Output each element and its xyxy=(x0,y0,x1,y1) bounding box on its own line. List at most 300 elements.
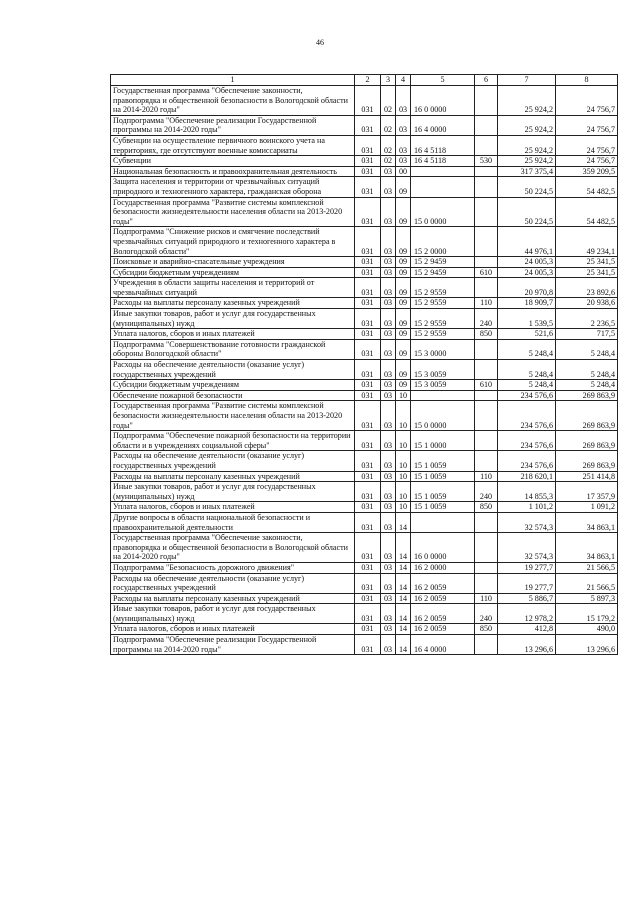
section-cell: 03 xyxy=(381,512,396,532)
section-cell: 03 xyxy=(381,593,396,604)
row-name-cell: Государственная программа "Обеспечение законности, правопорядка и общественной безопасности в Вологодской области на 2014-2020 годы" xyxy=(111,533,355,563)
target-article-cell: 16 0 0000 xyxy=(411,86,475,116)
expense-type-cell xyxy=(475,135,498,155)
subsection-cell: 09 xyxy=(396,360,411,380)
expense-type-cell xyxy=(475,512,498,532)
expense-type-cell xyxy=(475,533,498,563)
section-cell: 03 xyxy=(381,339,396,359)
amount-year1-cell: 317 375,4 xyxy=(498,166,556,177)
section-cell: 03 xyxy=(381,360,396,380)
target-article-cell: 16 2 0000 xyxy=(411,562,475,573)
amount-year1-cell: 1 539,5 xyxy=(498,309,556,329)
expense-type-cell: 530 xyxy=(475,156,498,167)
table-row xyxy=(111,329,618,340)
amount-year2-cell: 251 414,8 xyxy=(556,471,618,482)
expense-type-cell xyxy=(475,257,498,268)
col-header: 6 xyxy=(475,75,498,86)
subsection-cell: 10 xyxy=(396,451,411,471)
amount-year1-cell: 521,6 xyxy=(498,329,556,340)
section-cell: 03 xyxy=(381,267,396,278)
amount-year1-cell: 18 909,7 xyxy=(498,298,556,309)
target-article-cell: 16 2 0059 xyxy=(411,593,475,604)
expense-type-cell: 850 xyxy=(475,624,498,635)
row-name-cell: Уплата налогов, сборов и иных платежей xyxy=(111,329,355,340)
row-name-cell: Субвенции на осуществление первичного воинского учета на территориях, где отсутствуют военные комиссариаты xyxy=(111,135,355,155)
row-name-cell: Расходы на выплаты персоналу казенных учреждений xyxy=(111,471,355,482)
code-cell: 031 xyxy=(355,562,381,573)
subsection-cell: 14 xyxy=(396,593,411,604)
code-cell: 031 xyxy=(355,115,381,135)
amount-year1-cell: 25 924,2 xyxy=(498,115,556,135)
table-row xyxy=(111,624,618,635)
amount-year1-cell: 32 574,3 xyxy=(498,533,556,563)
code-cell: 031 xyxy=(355,309,381,329)
amount-year1-cell: 14 855,3 xyxy=(498,482,556,502)
amount-year1-cell: 24 005,3 xyxy=(498,267,556,278)
code-cell: 031 xyxy=(355,257,381,268)
section-cell: 03 xyxy=(381,573,396,593)
subsection-cell: 14 xyxy=(396,635,411,655)
amount-year2-cell: 24 756,7 xyxy=(556,115,618,135)
subsection-cell: 09 xyxy=(396,298,411,309)
code-cell: 031 xyxy=(355,482,381,502)
code-cell: 031 xyxy=(355,267,381,278)
table-row xyxy=(111,115,618,135)
expense-type-cell: 110 xyxy=(475,471,498,482)
expense-type-cell xyxy=(475,177,498,197)
code-cell: 031 xyxy=(355,197,381,227)
expense-type-cell: 850 xyxy=(475,502,498,513)
expense-type-cell xyxy=(475,431,498,451)
target-article-cell: 16 2 0059 xyxy=(411,604,475,624)
col-header: 7 xyxy=(498,75,556,86)
code-cell: 031 xyxy=(355,329,381,340)
row-name-cell: Подпрограмма "Обеспечение реализации Государственной программы на 2014-2020 годы" xyxy=(111,635,355,655)
section-cell: 03 xyxy=(381,298,396,309)
subsection-cell: 10 xyxy=(396,482,411,502)
section-cell: 03 xyxy=(381,166,396,177)
section-cell: 03 xyxy=(381,257,396,268)
target-article-cell: 16 2 0059 xyxy=(411,624,475,635)
target-article-cell: 15 3 0059 xyxy=(411,380,475,391)
subsection-cell: 10 xyxy=(396,502,411,513)
section-cell: 03 xyxy=(381,624,396,635)
amount-year2-cell: 25 341,5 xyxy=(556,267,618,278)
section-cell: 03 xyxy=(381,635,396,655)
row-name-cell: Государственная программа "Обеспечение законности, правопорядка и общественной безопасности в Вологодской области на 2014-2020 годы" xyxy=(111,86,355,116)
target-article-cell: 15 2 9559 xyxy=(411,309,475,329)
amount-year2-cell: 21 566,5 xyxy=(556,573,618,593)
subsection-cell: 10 xyxy=(396,431,411,451)
amount-year2-cell: 15 179,2 xyxy=(556,604,618,624)
amount-year2-cell: 34 863,1 xyxy=(556,512,618,532)
section-cell: 03 xyxy=(381,533,396,563)
section-cell: 03 xyxy=(381,604,396,624)
amount-year2-cell: 49 234,1 xyxy=(556,227,618,257)
subsection-cell: 10 xyxy=(396,390,411,401)
code-cell: 031 xyxy=(355,156,381,167)
expense-type-cell xyxy=(475,339,498,359)
table-body xyxy=(111,86,618,655)
col-header: 8 xyxy=(556,75,618,86)
amount-year2-cell: 24 756,7 xyxy=(556,156,618,167)
target-article-cell: 16 4 0000 xyxy=(411,115,475,135)
table-row xyxy=(111,166,618,177)
code-cell: 031 xyxy=(355,298,381,309)
code-cell: 031 xyxy=(355,593,381,604)
amount-year1-cell: 19 277,7 xyxy=(498,562,556,573)
target-article-cell: 16 0 0000 xyxy=(411,533,475,563)
row-name-cell: Субвенции xyxy=(111,156,355,167)
section-cell: 03 xyxy=(381,177,396,197)
expense-type-cell xyxy=(475,401,498,431)
expense-type-cell xyxy=(475,115,498,135)
expense-type-cell xyxy=(475,390,498,401)
amount-year2-cell: 54 482,5 xyxy=(556,177,618,197)
target-article-cell: 15 3 0000 xyxy=(411,339,475,359)
target-article-cell: 16 4 5118 xyxy=(411,156,475,167)
expense-type-cell: 240 xyxy=(475,309,498,329)
table-row xyxy=(111,401,618,431)
amount-year1-cell: 25 924,2 xyxy=(498,156,556,167)
row-name-cell: Расходы на выплаты персоналу казенных учреждений xyxy=(111,593,355,604)
code-cell: 031 xyxy=(355,451,381,471)
expense-type-cell: 850 xyxy=(475,329,498,340)
code-cell: 031 xyxy=(355,380,381,391)
amount-year1-cell: 218 620,1 xyxy=(498,471,556,482)
code-cell: 031 xyxy=(355,401,381,431)
amount-year1-cell: 25 924,2 xyxy=(498,86,556,116)
expense-type-cell xyxy=(475,166,498,177)
amount-year2-cell: 5 897,3 xyxy=(556,593,618,604)
table-row xyxy=(111,573,618,593)
col-header: 4 xyxy=(396,75,411,86)
target-article-cell: 15 1 0059 xyxy=(411,471,475,482)
subsection-cell: 09 xyxy=(396,177,411,197)
amount-year2-cell: 21 566,5 xyxy=(556,562,618,573)
row-name-cell: Субсидии бюджетным учреждениям xyxy=(111,380,355,391)
target-article-cell: 15 1 0000 xyxy=(411,431,475,451)
code-cell: 031 xyxy=(355,177,381,197)
code-cell: 031 xyxy=(355,431,381,451)
code-cell: 031 xyxy=(355,512,381,532)
amount-year2-cell: 1 091,2 xyxy=(556,502,618,513)
code-cell: 031 xyxy=(355,166,381,177)
target-article-cell: 15 2 9559 xyxy=(411,298,475,309)
amount-year1-cell: 13 296,6 xyxy=(498,635,556,655)
code-cell: 031 xyxy=(355,278,381,298)
col-header: 2 xyxy=(355,75,381,86)
table-row xyxy=(111,267,618,278)
table-row xyxy=(111,502,618,513)
target-article-cell xyxy=(411,512,475,532)
amount-year1-cell: 19 277,7 xyxy=(498,573,556,593)
row-name-cell: Расходы на выплаты персоналу казенных учреждений xyxy=(111,298,355,309)
amount-year2-cell: 54 482,5 xyxy=(556,197,618,227)
target-article-cell: 15 0 0000 xyxy=(411,401,475,431)
row-name-cell: Подпрограмма "Совершенствование готовности гражданской обороны Вологодской области" xyxy=(111,339,355,359)
amount-year1-cell: 20 970,8 xyxy=(498,278,556,298)
section-cell: 03 xyxy=(381,278,396,298)
amount-year2-cell: 5 248,4 xyxy=(556,339,618,359)
table-row xyxy=(111,360,618,380)
table-row xyxy=(111,278,618,298)
row-name-cell: Учреждения в области защиты населения и территорий от чрезвычайных ситуаций xyxy=(111,278,355,298)
amount-year2-cell: 5 248,4 xyxy=(556,360,618,380)
amount-year1-cell: 5 248,4 xyxy=(498,360,556,380)
section-cell: 02 xyxy=(381,86,396,116)
table-row xyxy=(111,298,618,309)
amount-year2-cell: 717,5 xyxy=(556,329,618,340)
table-row xyxy=(111,533,618,563)
section-cell: 03 xyxy=(381,482,396,502)
amount-year2-cell: 20 938,6 xyxy=(556,298,618,309)
code-cell: 031 xyxy=(355,624,381,635)
target-article-cell: 15 1 0059 xyxy=(411,502,475,513)
amount-year1-cell: 234 576,6 xyxy=(498,451,556,471)
row-name-cell: Субсидии бюджетным учреждениям xyxy=(111,267,355,278)
table-row xyxy=(111,604,618,624)
subsection-cell: 09 xyxy=(396,267,411,278)
subsection-cell: 09 xyxy=(396,339,411,359)
amount-year1-cell: 25 924,2 xyxy=(498,135,556,155)
subsection-cell: 03 xyxy=(396,115,411,135)
row-name-cell: Государственная программа "Развитие системы комплексной безопасности жизнедеятельности населения области на 2013-2020 годы" xyxy=(111,401,355,431)
subsection-cell: 03 xyxy=(396,86,411,116)
col-header: 5 xyxy=(411,75,475,86)
subsection-cell: 00 xyxy=(396,166,411,177)
code-cell: 031 xyxy=(355,227,381,257)
page-number: 46 xyxy=(316,38,324,47)
subsection-cell: 09 xyxy=(396,309,411,329)
table-row xyxy=(111,156,618,167)
code-cell: 031 xyxy=(355,573,381,593)
table-row xyxy=(111,635,618,655)
table-row xyxy=(111,135,618,155)
expense-type-cell: 240 xyxy=(475,482,498,502)
expense-type-cell: 110 xyxy=(475,593,498,604)
amount-year2-cell: 34 863,1 xyxy=(556,533,618,563)
target-article-cell xyxy=(411,166,475,177)
amount-year2-cell: 23 892,6 xyxy=(556,278,618,298)
code-cell: 031 xyxy=(355,604,381,624)
amount-year2-cell: 24 756,7 xyxy=(556,135,618,155)
section-cell: 02 xyxy=(381,115,396,135)
amount-year2-cell: 24 756,7 xyxy=(556,86,618,116)
subsection-cell: 10 xyxy=(396,401,411,431)
expense-type-cell xyxy=(475,451,498,471)
subsection-cell: 03 xyxy=(396,156,411,167)
code-cell: 031 xyxy=(355,471,381,482)
section-cell: 03 xyxy=(381,431,396,451)
amount-year1-cell: 44 976,1 xyxy=(498,227,556,257)
subsection-cell: 09 xyxy=(396,329,411,340)
expense-type-cell xyxy=(475,573,498,593)
row-name-cell: Поисковые и аварийно-спасательные учреждения xyxy=(111,257,355,268)
section-cell: 03 xyxy=(381,227,396,257)
subsection-cell: 09 xyxy=(396,227,411,257)
subsection-cell: 14 xyxy=(396,573,411,593)
amount-year1-cell: 234 576,6 xyxy=(498,401,556,431)
expense-type-cell xyxy=(475,635,498,655)
row-name-cell: Иные закупки товаров, работ и услуг для государственных (муниципальных) нужд xyxy=(111,604,355,624)
subsection-cell: 09 xyxy=(396,380,411,391)
row-name-cell: Иные закупки товаров, работ и услуг для государственных (муниципальных) нужд xyxy=(111,309,355,329)
row-name-cell: Уплата налогов, сборов и иных платежей xyxy=(111,624,355,635)
code-cell: 031 xyxy=(355,635,381,655)
row-name-cell: Государственная программа "Развитие системы комплексной безопасности жизнедеятельности населения области на 2013-2020 годы" xyxy=(111,197,355,227)
amount-year2-cell: 2 236,5 xyxy=(556,309,618,329)
amount-year1-cell: 32 574,3 xyxy=(498,512,556,532)
section-cell: 03 xyxy=(381,390,396,401)
amount-year2-cell: 269 863,9 xyxy=(556,431,618,451)
section-cell: 03 xyxy=(381,329,396,340)
budget-table xyxy=(110,74,618,655)
table-row xyxy=(111,257,618,268)
subsection-cell: 14 xyxy=(396,512,411,532)
row-name-cell: Уплата налогов, сборов и иных платежей xyxy=(111,502,355,513)
table-row xyxy=(111,197,618,227)
table-row xyxy=(111,512,618,532)
amount-year1-cell: 234 576,6 xyxy=(498,431,556,451)
target-article-cell: 15 2 9559 xyxy=(411,329,475,340)
amount-year2-cell: 25 341,5 xyxy=(556,257,618,268)
target-article-cell: 16 2 0059 xyxy=(411,573,475,593)
target-article-cell: 15 3 0059 xyxy=(411,360,475,380)
amount-year1-cell: 1 101,2 xyxy=(498,502,556,513)
subsection-cell: 14 xyxy=(396,562,411,573)
target-article-cell: 15 0 0000 xyxy=(411,197,475,227)
amount-year1-cell: 412,8 xyxy=(498,624,556,635)
expense-type-cell: 610 xyxy=(475,380,498,391)
table-row xyxy=(111,471,618,482)
amount-year2-cell: 269 863,9 xyxy=(556,390,618,401)
subsection-cell: 14 xyxy=(396,624,411,635)
section-cell: 02 xyxy=(381,156,396,167)
amount-year2-cell: 269 863,9 xyxy=(556,401,618,431)
row-name-cell: Подпрограмма "Безопасность дорожного движения" xyxy=(111,562,355,573)
section-cell: 03 xyxy=(381,197,396,227)
expense-type-cell: 240 xyxy=(475,604,498,624)
row-name-cell: Обеспечение пожарной безопасности xyxy=(111,390,355,401)
row-name-cell: Другие вопросы в области национальной безопасности и правоохранительной деятельности xyxy=(111,512,355,532)
amount-year2-cell: 13 296,6 xyxy=(556,635,618,655)
target-article-cell: 15 2 9459 xyxy=(411,257,475,268)
amount-year1-cell: 50 224,5 xyxy=(498,177,556,197)
target-article-cell: 15 1 0059 xyxy=(411,482,475,502)
amount-year1-cell: 5 886,7 xyxy=(498,593,556,604)
subsection-cell: 14 xyxy=(396,604,411,624)
amount-year1-cell: 234 576,6 xyxy=(498,390,556,401)
amount-year2-cell: 5 248,4 xyxy=(556,380,618,391)
expense-type-cell: 110 xyxy=(475,298,498,309)
code-cell: 031 xyxy=(355,360,381,380)
section-cell: 03 xyxy=(381,471,396,482)
row-name-cell: Подпрограмма "Обеспечение реализации Государственной программы на 2014-2020 годы" xyxy=(111,115,355,135)
row-name-cell: Расходы на обеспечение деятельности (оказание услуг) государственных учреждений xyxy=(111,360,355,380)
section-cell: 03 xyxy=(381,309,396,329)
expense-type-cell xyxy=(475,562,498,573)
table-row xyxy=(111,309,618,329)
amount-year2-cell: 490,0 xyxy=(556,624,618,635)
subsection-cell: 09 xyxy=(396,197,411,227)
col-header: 1 xyxy=(111,75,355,86)
amount-year2-cell: 269 863,9 xyxy=(556,451,618,471)
code-cell: 031 xyxy=(355,339,381,359)
code-cell: 031 xyxy=(355,86,381,116)
section-cell: 03 xyxy=(381,562,396,573)
expense-type-cell xyxy=(475,360,498,380)
table-row xyxy=(111,339,618,359)
amount-year1-cell: 24 005,3 xyxy=(498,257,556,268)
table-row xyxy=(111,562,618,573)
table-header-row xyxy=(111,75,618,86)
subsection-cell: 09 xyxy=(396,257,411,268)
row-name-cell: Иные закупки товаров, работ и услуг для государственных (муниципальных) нужд xyxy=(111,482,355,502)
expense-type-cell: 610 xyxy=(475,267,498,278)
code-cell: 031 xyxy=(355,390,381,401)
subsection-cell: 10 xyxy=(396,471,411,482)
code-cell: 031 xyxy=(355,533,381,563)
table-row xyxy=(111,390,618,401)
amount-year2-cell: 17 357,9 xyxy=(556,482,618,502)
section-cell: 02 xyxy=(381,135,396,155)
table-row xyxy=(111,380,618,391)
col-header: 3 xyxy=(381,75,396,86)
table-row xyxy=(111,451,618,471)
subsection-cell: 03 xyxy=(396,135,411,155)
target-article-cell: 16 4 0000 xyxy=(411,635,475,655)
row-name-cell: Подпрограмма "Снижение рисков и смягчение последствий чрезвычайных ситуаций природного и техногенного характера в Вологодской области" xyxy=(111,227,355,257)
subsection-cell: 09 xyxy=(396,278,411,298)
row-name-cell: Национальная безопасность и правоохранительная деятельность xyxy=(111,166,355,177)
amount-year1-cell: 5 248,4 xyxy=(498,339,556,359)
target-article-cell xyxy=(411,390,475,401)
target-article-cell xyxy=(411,177,475,197)
expense-type-cell xyxy=(475,278,498,298)
row-name-cell: Защита населения и территории от чрезвычайных ситуаций природного и техногенного характера, гражданская оборона xyxy=(111,177,355,197)
amount-year1-cell: 12 978,2 xyxy=(498,604,556,624)
amount-year1-cell: 5 248,4 xyxy=(498,380,556,391)
table-row xyxy=(111,177,618,197)
target-article-cell: 15 2 9459 xyxy=(411,267,475,278)
target-article-cell: 15 2 0000 xyxy=(411,227,475,257)
table-row xyxy=(111,482,618,502)
target-article-cell: 15 1 0059 xyxy=(411,451,475,471)
row-name-cell: Подпрограмма "Обеспечение пожарной безопасности на территории области и в учреждениях социальной сферы" xyxy=(111,431,355,451)
target-article-cell: 15 2 9559 xyxy=(411,278,475,298)
amount-year2-cell: 359 209,5 xyxy=(556,166,618,177)
row-name-cell: Расходы на обеспечение деятельности (оказание услуг) государственных учреждений xyxy=(111,573,355,593)
expense-type-cell xyxy=(475,197,498,227)
code-cell: 031 xyxy=(355,502,381,513)
table-row xyxy=(111,86,618,116)
table-row xyxy=(111,227,618,257)
amount-year1-cell: 50 224,5 xyxy=(498,197,556,227)
section-cell: 03 xyxy=(381,451,396,471)
row-name-cell: Расходы на обеспечение деятельности (оказание услуг) государственных учреждений xyxy=(111,451,355,471)
section-cell: 03 xyxy=(381,380,396,391)
expense-type-cell xyxy=(475,227,498,257)
target-article-cell: 16 4 5118 xyxy=(411,135,475,155)
expense-type-cell xyxy=(475,86,498,116)
section-cell: 03 xyxy=(381,401,396,431)
code-cell: 031 xyxy=(355,135,381,155)
section-cell: 03 xyxy=(381,502,396,513)
subsection-cell: 14 xyxy=(396,533,411,563)
table-row xyxy=(111,593,618,604)
table-row xyxy=(111,431,618,451)
